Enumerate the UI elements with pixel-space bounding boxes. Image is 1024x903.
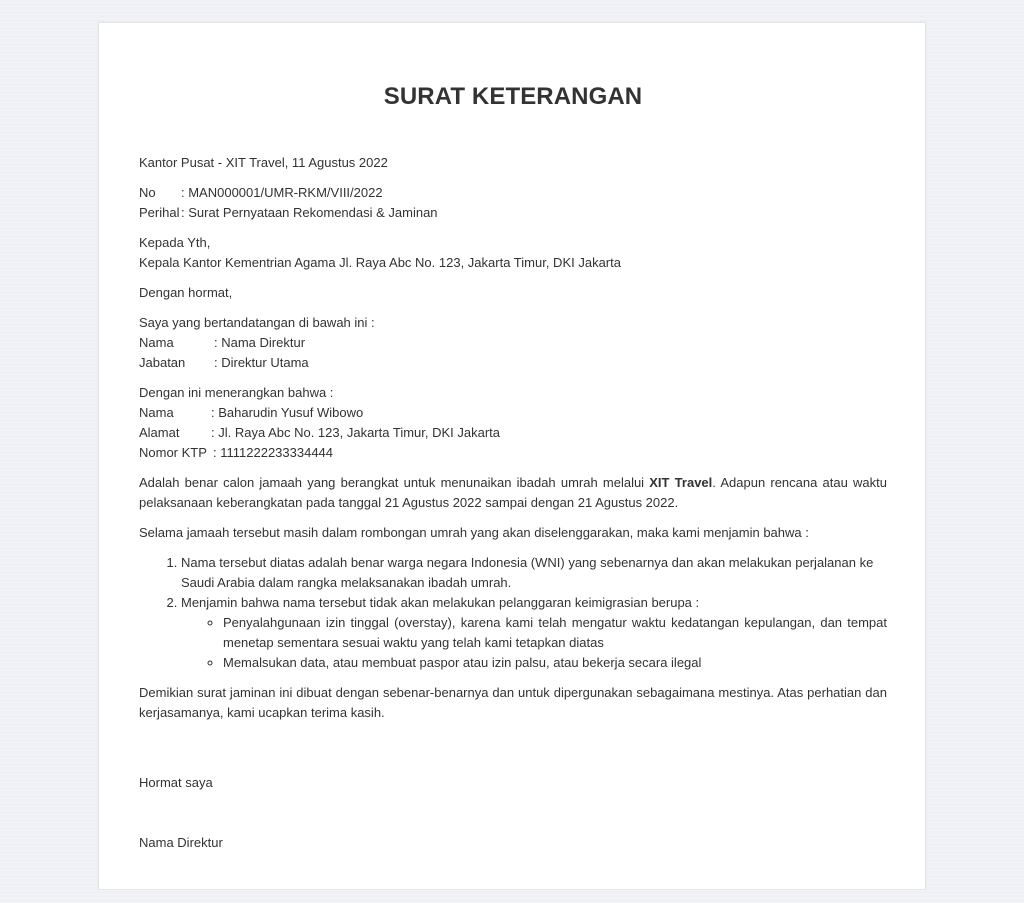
reference-number-value: : MAN000001/UMR-RKM/VIII/2022 [181, 185, 383, 200]
company-name: XIT Travel [649, 475, 713, 490]
regards: Hormat saya [139, 775, 213, 790]
subject-person-block [139, 383, 887, 463]
signer-name-value: : Nama Direktur [214, 335, 306, 350]
signer-position-label: Jabatan [139, 355, 186, 370]
subject-person-address-row [139, 423, 887, 443]
place-date: Kantor Pusat - XIT Travel, 11 Agustus 2022 [139, 155, 388, 170]
subject-person-id-value: : 1111222233334444 [213, 445, 334, 460]
recipient-salutation: Kepada Yth, [139, 235, 211, 250]
violation-item: ◦ Penyalahgunaan izin tinggal (overstay), karena kami telah mengatur waktu kedatangan kepulangan, dan tempat menetap sementara sesuai waktu yang telah kami tetapkan diatas [223, 613, 887, 653]
statement-paragraph [139, 473, 887, 513]
greeting: Dengan hormat, [139, 285, 233, 300]
signer-name-row [139, 333, 887, 353]
subject-value: : Surat Pernyataan Rekomendasi & Jaminan [181, 205, 438, 220]
subject-row [139, 203, 887, 223]
guarantee-list [139, 553, 887, 673]
signer-block [139, 313, 887, 373]
violation-item: ◦ Memalsukan data, atau membuat paspor atau izin palsu, atau bekerja secara ilegal [223, 653, 887, 673]
subject-person-name-label: Nama [139, 405, 174, 420]
letter-paper [98, 22, 926, 890]
letter-content [139, 23, 887, 853]
subject-person-address-value: : Jl. Raya Abc No. 123, Jakarta Timur, DKI Jakarta [211, 425, 501, 440]
subject-person-name-value: : Baharudin Yusuf Wibowo [211, 405, 364, 420]
signer-position-row [139, 353, 887, 373]
reference-number-row [139, 183, 887, 203]
subject-person-id-row [139, 443, 887, 463]
violation-list [181, 613, 887, 673]
recipient-block [139, 233, 887, 273]
subject-label: Perihal [139, 205, 180, 220]
guarantee-item-text: Nama tersebut diatas adalah benar warga negara Indonesia (WNI) yang sebenarnya dan akan melakukan perjalanan ke Saudi Arabia dalam rangka melaksanakan ibadah umrah. [181, 555, 874, 590]
signer-name-label: Nama [139, 335, 174, 350]
guarantee-item-text: Menjamin bahwa nama tersebut tidak akan melakukan pelanggaran keimigrasian berupa : [181, 595, 700, 610]
guarantee-intro: Selama jamaah tersebut masih dalam rombongan umrah yang akan diselenggarakan, maka kami menjamin bahwa : [139, 525, 809, 540]
subject-person-address-label: Alamat [139, 425, 180, 440]
reference-number-label: No [139, 185, 156, 200]
signer-position-value: : Direktur Utama [214, 355, 309, 370]
letter-title: SURAT KETERANGAN [383, 83, 643, 110]
guarantee-item [181, 553, 887, 593]
statement-text-after: . Adapun rencana atau waktu pelaksanaan keberangkatan pada tanggal 21 Agustus 2022 sampai dengan 21 Agustus 2022. [139, 475, 887, 510]
signer-intro: Saya yang bertandatangan di bawah ini : [139, 315, 375, 330]
subject-person-intro: Dengan ini menerangkan bahwa : [139, 385, 334, 400]
signature-name: Nama Direktur [139, 835, 223, 850]
subject-person-name-row [139, 403, 887, 423]
reference-block [139, 183, 887, 223]
recipient-address: Kepala Kantor Kementrian Agama Jl. Raya Abc No. 123, Jakarta Timur, DKI Jakarta [139, 255, 621, 270]
statement-text-before: Adalah benar calon jamaah yang berangkat untuk menunaikan ibadah umrah melalui [139, 475, 650, 490]
subject-person-id-label: Nomor KTP [139, 445, 207, 460]
guarantee-item [181, 593, 887, 673]
closing-paragraph: Demikian surat jaminan ini dibuat dengan sebenar-benarnya dan untuk dipergunakan sebagaimana mestinya. Atas perhatian dan kerjasamanya, kami ucapkan terima kasih. [139, 685, 887, 720]
